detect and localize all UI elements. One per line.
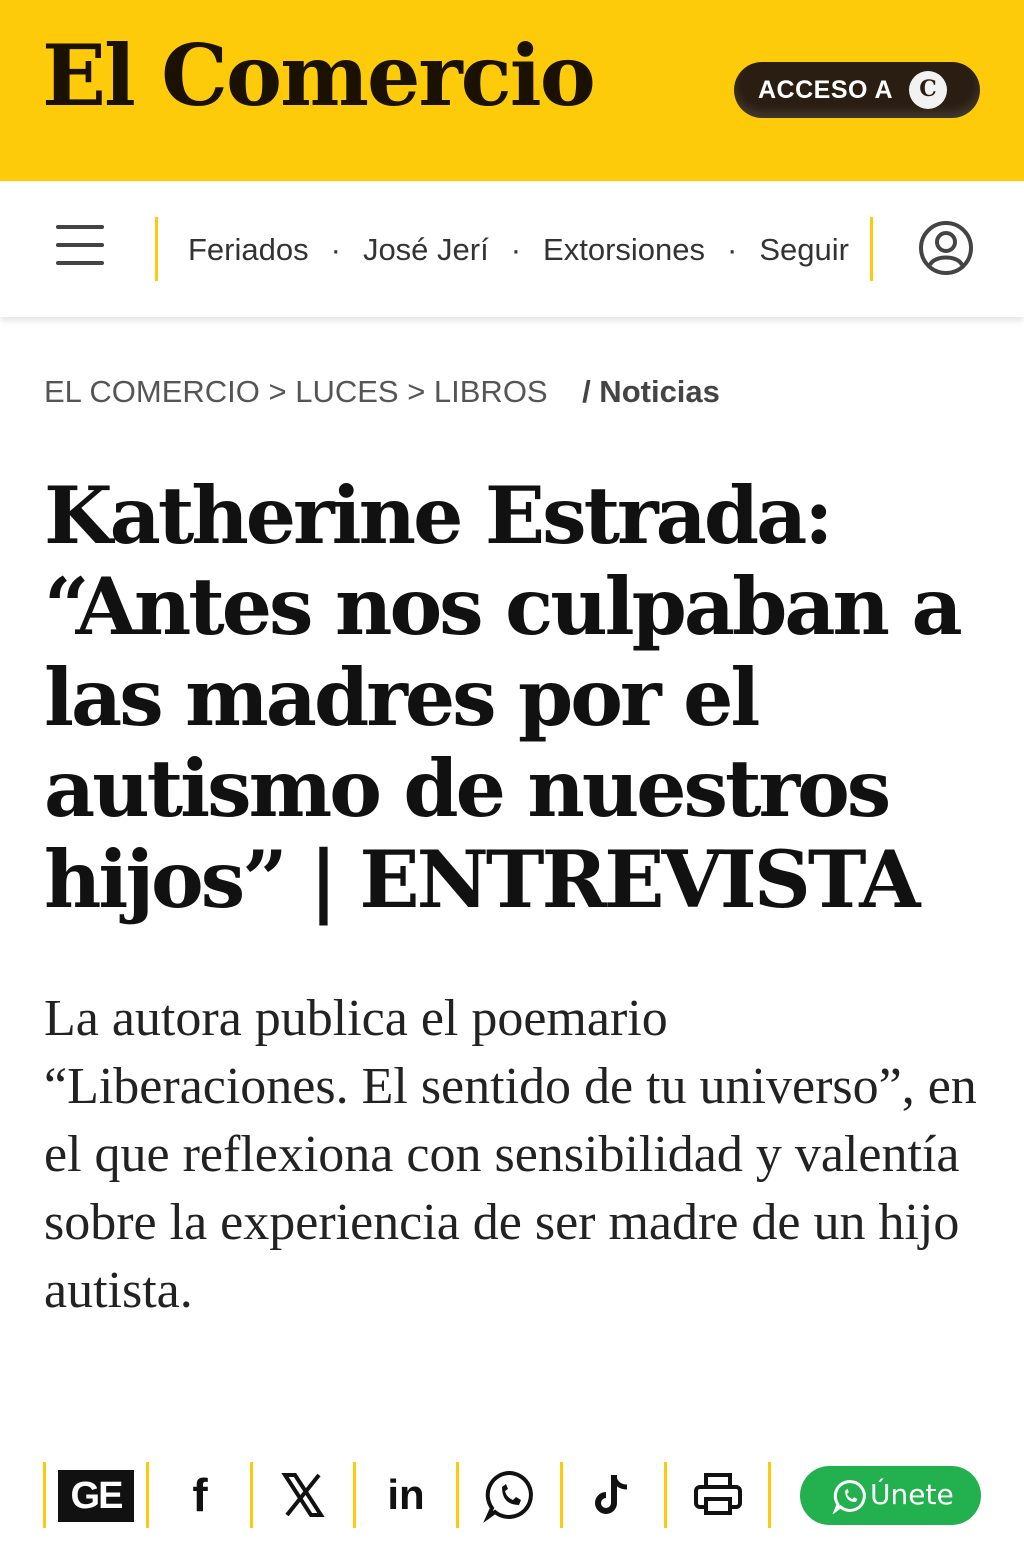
user-account-icon[interactable] bbox=[918, 220, 974, 276]
nav-item-seguir[interactable]: Seguir bbox=[759, 232, 849, 267]
nav-item-jose-jeri[interactable]: José Jerí bbox=[362, 232, 489, 267]
tiktok-icon[interactable] bbox=[584, 1465, 644, 1525]
access-label: ACCESO A bbox=[758, 76, 894, 104]
share-divider bbox=[353, 1462, 356, 1528]
brand-c-letter: C bbox=[919, 76, 937, 102]
breadcrumb bbox=[44, 374, 720, 410]
share-divider bbox=[560, 1462, 563, 1528]
join-whatsapp-button[interactable] bbox=[800, 1466, 981, 1525]
share-divider bbox=[250, 1462, 253, 1528]
share-divider bbox=[146, 1462, 149, 1528]
nav-divider-right bbox=[870, 217, 873, 281]
nav-item-feriados[interactable]: Feriados bbox=[188, 232, 309, 267]
print-icon[interactable] bbox=[688, 1465, 748, 1525]
nav-divider-left bbox=[155, 217, 158, 281]
join-label: Únete bbox=[870, 1478, 954, 1511]
share-divider bbox=[456, 1462, 459, 1528]
linkedin-icon[interactable]: in bbox=[387, 1471, 425, 1518]
nav-dot: · bbox=[510, 232, 522, 267]
breadcrumb-section[interactable]: / Noticias bbox=[582, 374, 720, 409]
share-divider bbox=[664, 1462, 667, 1528]
whatsapp-icon bbox=[832, 1478, 868, 1514]
facebook-icon[interactable]: f bbox=[192, 1469, 208, 1521]
site-logo[interactable]: El Comercio bbox=[42, 26, 594, 125]
nav-dot: · bbox=[330, 232, 341, 267]
nav-item-extorsiones[interactable]: Extorsiones bbox=[543, 232, 706, 267]
share-bar bbox=[0, 1460, 1024, 1530]
x-twitter-icon[interactable] bbox=[273, 1465, 333, 1525]
nav-dot: · bbox=[727, 232, 738, 267]
top-header bbox=[0, 0, 1024, 181]
article-headline: Katherine Estrada: “Antes nos culpaban a las madres por el autismo de nuestros hijos” | ENTREVISTA bbox=[44, 469, 960, 926]
breadcrumb-path[interactable]: EL COMERCIO > LUCES > LIBROS bbox=[44, 374, 548, 409]
google-news-button[interactable]: GE bbox=[58, 1470, 134, 1522]
whatsapp-icon[interactable] bbox=[480, 1465, 540, 1525]
trending-links bbox=[188, 227, 870, 273]
article-summary: La autora publica el poemario “Liberaciones. El sentido de tu universo”, en el que reflexiona con sensibilidad y valentía sobre la experiencia de ser madre de un hijo autista. bbox=[44, 990, 977, 1319]
share-divider bbox=[43, 1462, 46, 1528]
brand-c-icon bbox=[909, 71, 947, 109]
access-button[interactable] bbox=[734, 62, 980, 118]
share-divider bbox=[768, 1462, 771, 1528]
nav-bar bbox=[0, 181, 1024, 317]
hamburger-menu-icon[interactable] bbox=[56, 225, 104, 269]
